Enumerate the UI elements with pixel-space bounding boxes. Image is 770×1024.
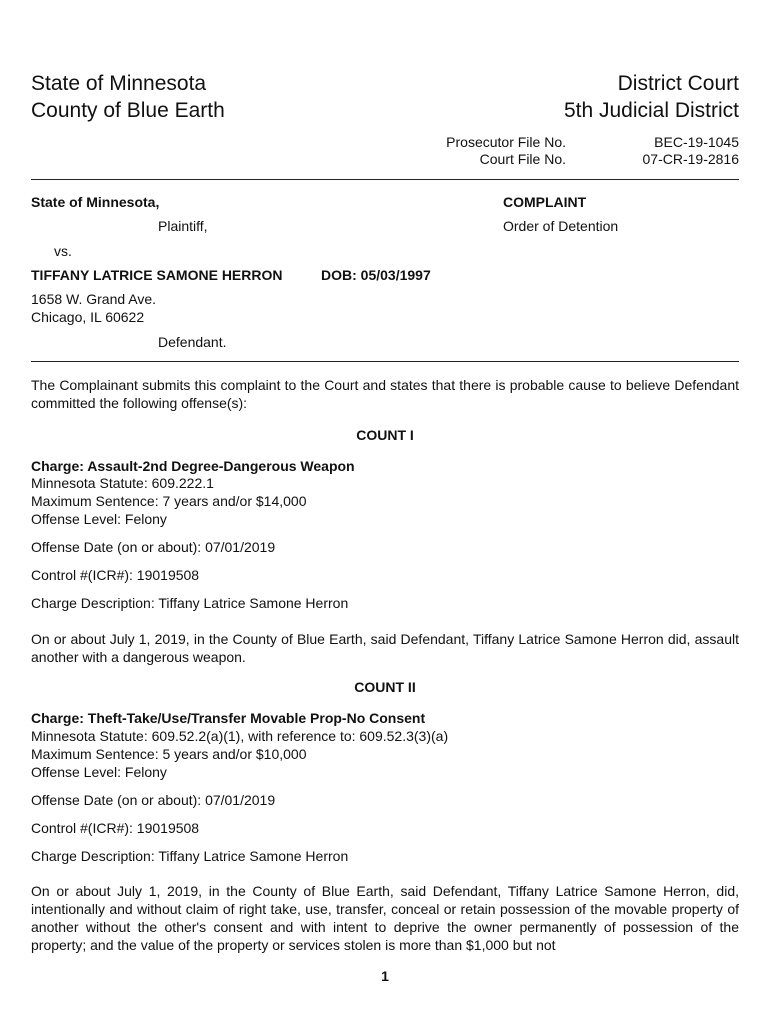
court-state: State of Minnesota [31, 72, 207, 95]
charge-offense-level: Offense Level: Felony [31, 764, 167, 780]
charge-offense-date: Offense Date (on or about): 07/01/2019 [31, 539, 276, 555]
prosecutor-file-label: Prosecutor File No. [446, 134, 566, 150]
versus: vs. [54, 243, 72, 259]
charge-control-number: Control #(ICR#): 19019508 [31, 567, 200, 583]
charge-control-number: Control #(ICR#): 19019508 [31, 820, 200, 836]
caption-divider [31, 361, 739, 362]
court-file-label: Court File No. [479, 151, 566, 167]
page-number: 1 [381, 968, 389, 984]
court-county: County of Blue Earth [31, 99, 225, 122]
charge-title: Charge: Assault-2nd Degree-Dangerous Weapon [31, 458, 355, 474]
header-divider [31, 179, 739, 180]
charge-max-sentence: Maximum Sentence: 5 years and/or $10,000 [31, 746, 307, 762]
defendant-name: TIFFANY LATRICE SAMONE HERRON [31, 267, 283, 283]
court-district: 5th Judicial District [563, 99, 739, 122]
defendant-address-street: 1658 W. Grand Ave. [31, 291, 157, 307]
complaint-intro: The Complainant submits this complaint to the Court and states that there is probable cause to believe Defendant committed the following offense(s): [31, 377, 739, 411]
charge-offense-date: Offense Date (on or about): 07/01/2019 [31, 792, 276, 808]
charge-offense-level: Offense Level: Felony [31, 511, 167, 527]
plaintiff-role: Plaintiff, [158, 218, 208, 234]
charge-narrative: On or about July 1, 2019, in the County of Blue Earth, said Defendant, Tiffany Latrice Samone Herron, did, intentionally and without claim of right take, use, transfer, conceal or retain possession of the movable property of another without the other's consent and with intent to deprive the owner permanently of possession of the property; and the value of the property or services stolen is more than $1,000 but not [31, 883, 739, 953]
court-file-number: 07-CR-19-2816 [642, 151, 739, 167]
defendant-dob: DOB: 05/03/1997 [321, 267, 431, 283]
charge-statute: Minnesota Statute: 609.222.1 [31, 475, 214, 491]
charge-description: Charge Description: Tiffany Latrice Samone Herron [31, 595, 349, 611]
document-type: COMPLAINT [503, 194, 587, 210]
count-heading: COUNT II [354, 679, 416, 695]
charge-max-sentence: Maximum Sentence: 7 years and/or $14,000 [31, 493, 307, 509]
court-name: District Court [617, 72, 739, 95]
prosecutor-file-number: BEC-19-1045 [654, 134, 739, 150]
charge-title: Charge: Theft-Take/Use/Transfer Movable Prop-No Consent [31, 710, 426, 726]
charge-description: Charge Description: Tiffany Latrice Samone Herron [31, 848, 349, 864]
plaintiff-name: State of Minnesota, [31, 194, 160, 210]
count-heading: COUNT I [356, 427, 414, 443]
defendant-address-city: Chicago, IL 60622 [31, 309, 145, 325]
charge-statute: Minnesota Statute: 609.52.2(a)(1), with reference to: 609.52.3(3)(a) [31, 728, 449, 744]
document-subtype: Order of Detention [503, 218, 619, 234]
charge-narrative: On or about July 1, 2019, in the County of Blue Earth, said Defendant, Tiffany Latrice Samone Herron did, assault another with a dangerous weapon. [31, 631, 739, 665]
defendant-role: Defendant. [158, 334, 227, 350]
